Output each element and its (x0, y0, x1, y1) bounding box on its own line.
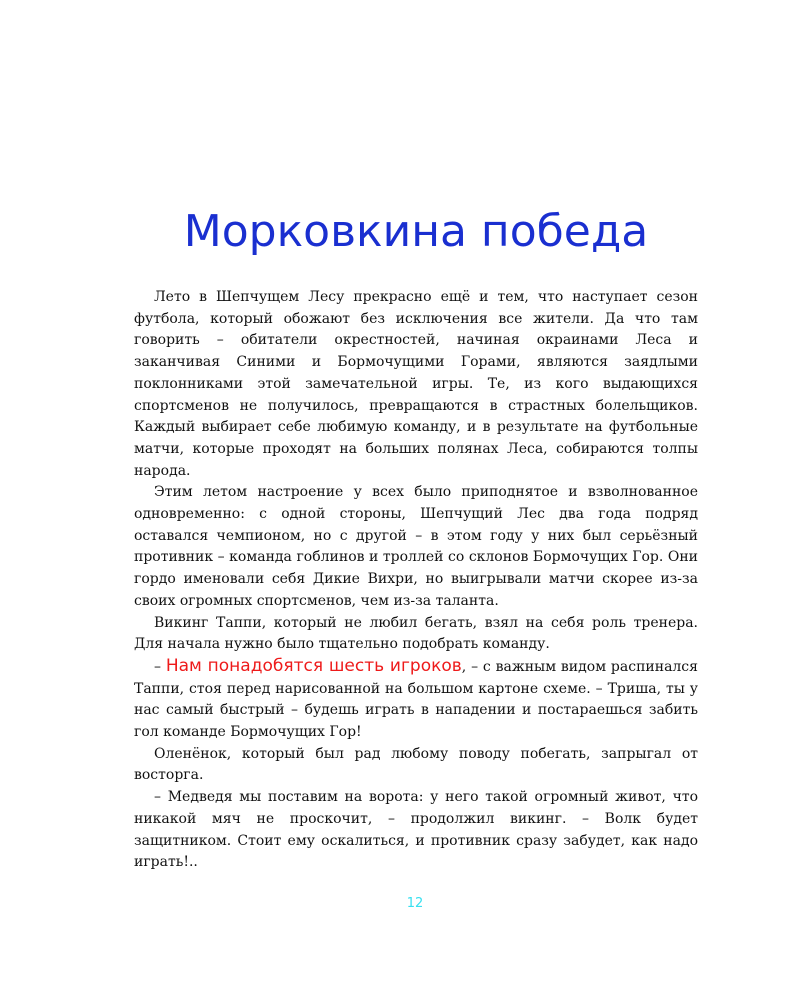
paragraph: Этим летом настроение у всех было приподнятое и взволнованное одновременно: с одной стороны, Шепчущий Лес два года подряд оставался чемпионом, но с другой – в этом году у них был серьёзный противник – команда гоблинов и троллей со склонов Бормочущих Гор. Они гордо именовали себя Дикие Вихри, но выигрывали матчи скорее из-за своих огромных спортсменов, чем из-за таланта. (134, 484, 698, 609)
page-number: 12 (406, 896, 424, 911)
body-text (134, 287, 698, 874)
chapter-title: Морковкина победа (183, 206, 649, 257)
highlighted-phrase: Нам понадобятся шесть игроков (165, 655, 462, 676)
dialogue-paragraph (134, 656, 698, 744)
paragraph: Лето в Шепчущем Лесу прекрасно ещё и тем, что наступает сезон футбола, который обожают без исключения все жители. Да что там говорить – обитатели окрестностей, начиная окраинами Леса и заканчивая Синими и Бормочущими Горами, являются заядлыми поклонниками этой замечательной игры. Те, из кого выдающихся спортсменов не получилось, превращаются в страстных болельщиков. Каждый выбирает себе любимую команду, и в результате на футбольные матчи, которые проходят на больших полянах Леса, собираются толпы народа. (134, 289, 698, 479)
paragraph: Викинг Таппи, который не любил бегать, взял на себя роль тренера. Для начала нужно было тщательно подобрать команду. (134, 614, 698, 653)
dialogue-rest: , – с важным видом распинался Таппи, стоя перед нарисованной на большом картоне схеме. – Триша, ты у нас самый быстрый – будешь играть в нападении и постараешься забить гол команде Бормочущих Гор! (134, 658, 698, 741)
dialogue-dash: – (154, 658, 166, 675)
paragraph: – Медведя мы поставим на ворота: у него такой огромный живот, что никакой мяч не проскочит, – продолжил викинг. – Волк будет защитником. Стоит ему оскалиться, и противник сразу забудет, как надо играть!.. (134, 789, 698, 871)
paragraph: Оленёнок, который был рад любому поводу побегать, запрыгал от восторга. (134, 745, 698, 784)
